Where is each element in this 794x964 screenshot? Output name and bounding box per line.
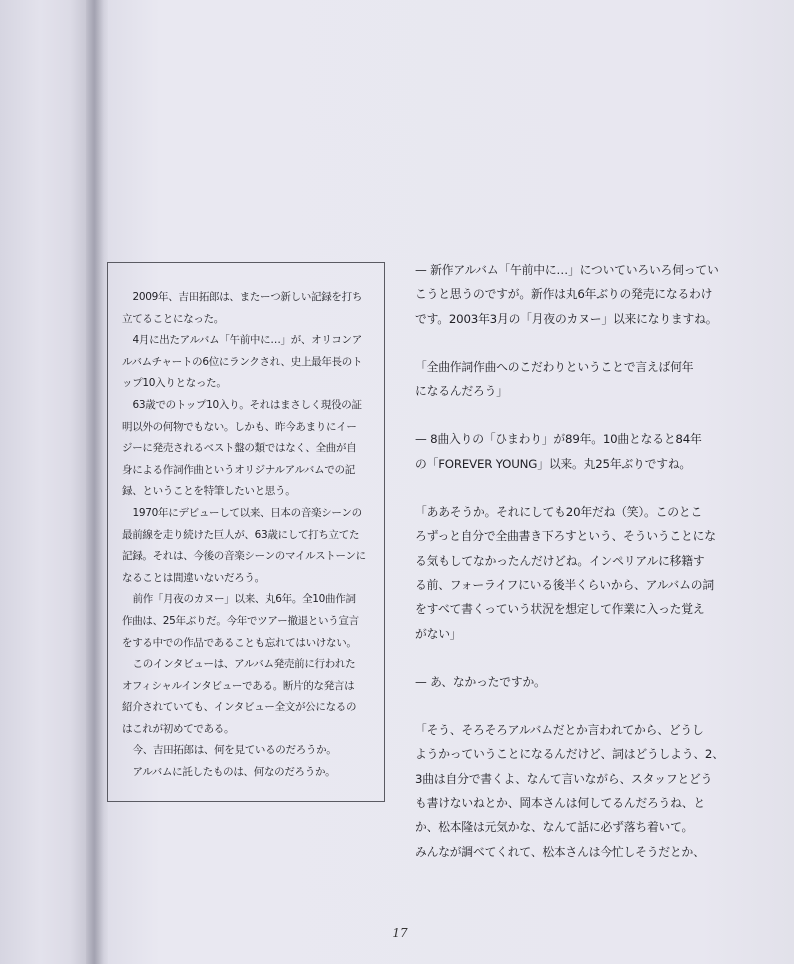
intro-paragraph: 4月に出たアルバム「午前中に…」が、オリコンア ルバムチャートの6位にランクされ、史上最年長のト ップ10入りとなった。 bbox=[122, 334, 363, 390]
intro-paragraph: 63歳でのトップ10入り。それはまさしく現役の証 明以外の何物でもない。しかも、昨今あまりにイー ジーに発売されるベスト盤の類ではなく、全曲が自 身による作詞作曲というオリジナルアルバムでの記 録、ということを特筆したいと思う。 bbox=[122, 398, 362, 498]
book-gutter bbox=[86, 0, 108, 964]
interviewer-question: — 新作アルバム「午前中に…」についていろいろ伺ってい こうと思うのですが。新作は丸6年ぶりの発売になるわけ です。2003年3月の「月夜のカヌー」以来になりますね。 bbox=[415, 263, 719, 326]
interviewer-question: — 8曲入りの「ひまわり」が89年。10曲となると84年 の「FOREVER YOUNG」以来。丸25年ぶりですね。 bbox=[415, 432, 702, 471]
intro-paragraph: 今、吉田拓郎は、何を見ているのだろうか。 bbox=[132, 744, 337, 757]
interview-text bbox=[415, 258, 755, 864]
intro-paragraph: このインタビューは、アルバム発売前に行われた オフィシャルインタビューである。断片的な発言は 紹介されていても、インタビュー全文が公になるの はこれが初めてである。 bbox=[122, 658, 357, 735]
intro-box bbox=[107, 262, 385, 802]
interviewee-answer: 「ああそうか。それにしても20年だね（笑）。このとこ ろずっと自分で全曲書き下ろすという、そういうことにな る気もしてなかったんだけどね。インペリアルに移籍す る前、フォーライフにいる後半くらいから、アルバムの詞 をすべて書くっていう状況を想定して作業に入った覚え がない」 bbox=[415, 505, 716, 641]
intro-paragraph: アルバムに託したものは、何なのだろうか。 bbox=[132, 766, 336, 779]
intro-paragraph: 2009年、吉田拓郎は、またーつ新しい記録を打ち 立てることになった。 bbox=[122, 291, 363, 325]
interviewee-answer: 「全曲作詞作曲へのこだわりということで言えば何年 になるんだろう」 bbox=[415, 359, 694, 399]
interviewee-answer: 「そう、そろそろアルバムだとか言われてから、どうし ようかっていうことになるんだけど、詞はどうしよう、2、 3曲は自分で書くよ、なんて言いながら、スタッフとどう も書けないねとか、岡本さんは何してるんだろうね、と か、松本隆は元気かな、なんて話に必ず落ち着いて。 みんなが調べてくれて、松本さんは今忙しそうだとか、 bbox=[415, 723, 724, 859]
page-number: 17 bbox=[392, 926, 408, 940]
intro-paragraph: 前作「月夜のカヌー」以来、丸6年。全10曲作詞 作曲は、25年ぶりだ。今年でツアー撤退という宣言 をする中での作品であることも忘れてはいけない。 bbox=[122, 593, 359, 649]
interviewer-question: — あ、なかったですか。 bbox=[415, 674, 546, 689]
intro-paragraph: 1970年にデビューして以来、日本の音楽シーンの 最前線を走り続けた巨人が、63歳にして打ち立てた 記録。それは、今後の音楽シーンのマイルストーンに なることは間違いないだろう。 bbox=[122, 506, 366, 584]
